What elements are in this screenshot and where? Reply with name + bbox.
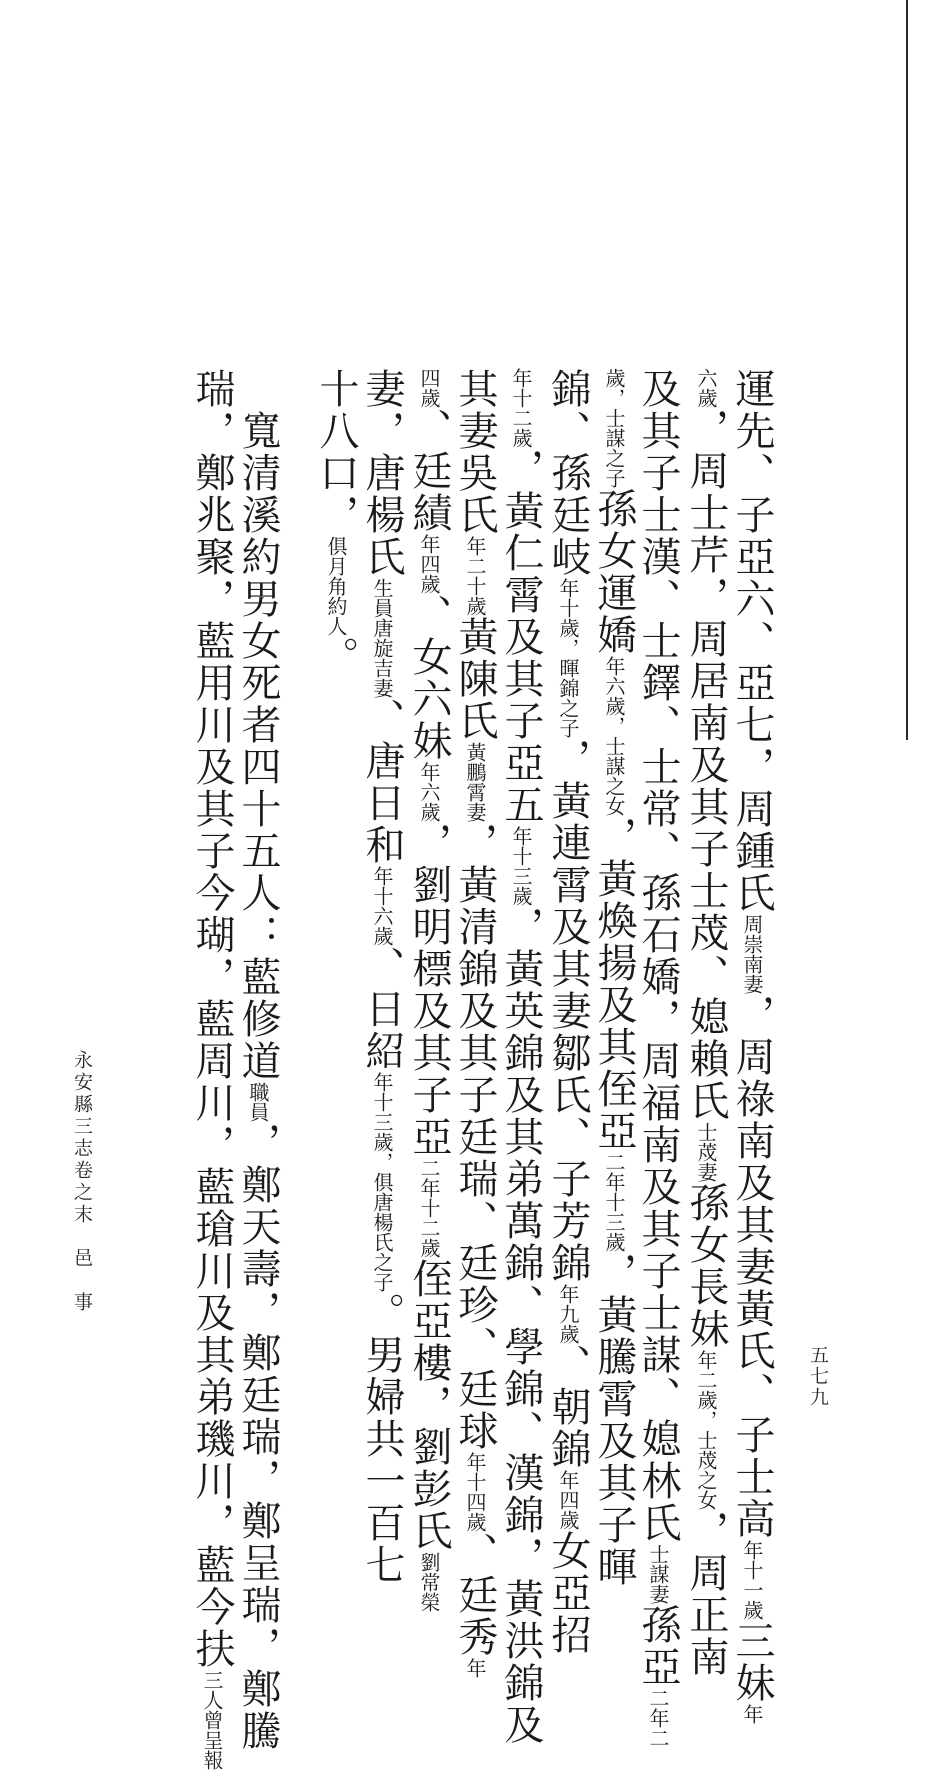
main-text: 三妹 xyxy=(729,1620,775,1704)
main-text: 、廷秀 xyxy=(452,1532,498,1658)
text-column xyxy=(498,368,544,1746)
annotation-note: 俱月角約人 xyxy=(324,536,348,636)
annotation-note: 年十二歲 xyxy=(509,368,533,448)
annotation-note: 職員 xyxy=(246,1082,270,1122)
main-text: ，周士芹，周居南及其子士荗、媳賴氏 xyxy=(683,408,729,1122)
main-text: 、朝錦 xyxy=(545,1344,591,1470)
main-text: ，鄭天壽，鄭廷瑞，鄭呈瑞，鄭騰 xyxy=(235,1122,281,1752)
main-text: 妻，唐楊氏 xyxy=(359,368,405,578)
running-title: 永安縣三志卷之末 邑 事 xyxy=(71,1050,93,1314)
annotation-note: 士荗妻 xyxy=(694,1122,718,1182)
text-column xyxy=(545,368,591,1656)
main-text: 錦、孫廷岐 xyxy=(545,368,591,578)
main-text: ，黃英錦及其弟萬錦、學錦、漢錦，黃洪錦及 xyxy=(498,906,544,1746)
annotation-note: 年九歲 xyxy=(556,1284,580,1344)
annotation-note: 歲，士謀之子 xyxy=(602,368,626,488)
text-column xyxy=(313,368,359,678)
annotation-note: 年二歲，士荗之女 xyxy=(694,1350,718,1510)
text-column xyxy=(729,368,775,1724)
page-edge-rule xyxy=(906,0,908,740)
text-column xyxy=(406,368,452,1612)
text-column xyxy=(189,368,235,1770)
main-text: 孫女長妹 xyxy=(683,1182,729,1350)
text-column xyxy=(683,368,729,1678)
text-column xyxy=(359,368,405,1586)
annotation-note: 六歲 xyxy=(694,368,718,408)
annotation-note: 年六歲 xyxy=(417,762,441,822)
main-text: 女亞招 xyxy=(545,1530,591,1656)
annotation-note: 年 xyxy=(463,1658,487,1678)
main-text: ，周祿南及其妻黃氏、子士高 xyxy=(729,994,775,1540)
annotation-note: 年十三歲 xyxy=(509,826,533,906)
main-text: ，劉明標及其子亞 xyxy=(406,822,452,1158)
main-text: 孫亞 xyxy=(635,1604,681,1688)
annotation-note: 年十四歲 xyxy=(463,1452,487,1532)
main-text: 及其子士漢、士鐸、士常、孫石嬌，周福南及其子士謀、媳林氏 xyxy=(635,368,681,1544)
main-text: ，黃騰霄及其子暉 xyxy=(591,1252,637,1588)
annotation-note: 年四歲 xyxy=(417,534,441,594)
page-number: 五七九 xyxy=(807,1345,829,1408)
annotation-note: 生員唐旋吉妻 xyxy=(370,578,394,698)
main-text: 侄亞樓，劉彭氏 xyxy=(406,1258,452,1552)
text-column xyxy=(452,368,498,1678)
annotation-note: 三人曾呈報 xyxy=(200,1670,224,1770)
annotation-note: 二年十三歲 xyxy=(602,1152,626,1252)
main-text: 運先、子亞六、亞七，周鍾氏 xyxy=(729,368,775,914)
text-column xyxy=(635,368,681,1748)
annotation-note: 士謀妻 xyxy=(646,1544,670,1604)
annotation-note: 年十六歲 xyxy=(370,866,394,946)
annotation-note: 劉常榮 xyxy=(417,1552,441,1612)
text-column xyxy=(235,368,281,1752)
annotation-note: 年十一歲 xyxy=(740,1540,764,1620)
annotation-note: 黃鵬霄妻 xyxy=(463,742,487,822)
main-text: ，黃清錦及其子廷瑞、廷珍、廷球 xyxy=(452,822,498,1452)
main-text: 、日紹 xyxy=(359,946,405,1072)
main-text: 。男婦共一百七 xyxy=(359,1292,405,1586)
main-text: 、廷績 xyxy=(406,408,452,534)
text-column xyxy=(591,368,637,1588)
main-text: ，黃仁霄及其子亞五 xyxy=(498,448,544,826)
main-text: 孫女運嬌 xyxy=(591,488,637,656)
main-text: 其妻吳氏 xyxy=(452,368,498,536)
annotation-note: 四歲 xyxy=(417,368,441,408)
annotation-note: 周崇南妻 xyxy=(740,914,764,994)
main-text: 、女六妹 xyxy=(406,594,452,762)
main-text: 、唐日和 xyxy=(359,698,405,866)
main-text: 十八口， xyxy=(313,368,359,536)
main-text: 黃陳氏 xyxy=(452,616,498,742)
main-text: ，周正南 xyxy=(683,1510,729,1678)
annotation-note: 年十歲，暉錦之子 xyxy=(556,578,580,738)
main-text: 瑞，鄭兆聚，藍用川及其子今瑚，藍周川，藍瑲川及其弟璣川，藍今扶 xyxy=(189,368,235,1670)
annotation-note: 年二十歲 xyxy=(463,536,487,616)
annotation-note: 二年二 xyxy=(646,1688,670,1748)
annotation-note: 年 xyxy=(740,1704,764,1724)
annotation-note: 年四歲 xyxy=(556,1470,580,1530)
annotation-note: 年六歲，士謀之女 xyxy=(602,656,626,816)
main-text: ，黃煥揚及其侄亞 xyxy=(591,816,637,1152)
main-text: 寬清溪約男女死者四十五人：藍修道 xyxy=(235,368,281,1082)
main-text: 。 xyxy=(313,636,359,678)
main-text: ，黃連霄及其妻鄒氏、子芳錦 xyxy=(545,738,591,1284)
annotation-note: 年十三歲，俱唐楊氏之子 xyxy=(370,1072,394,1292)
annotation-note: 二年十二歲 xyxy=(417,1158,441,1258)
